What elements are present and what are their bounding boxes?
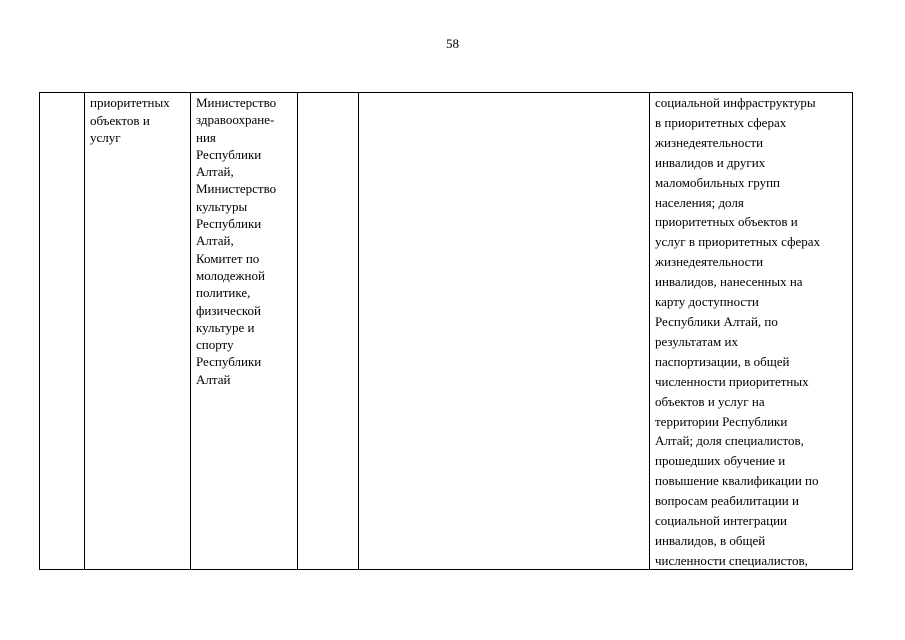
table-cell-col2: [84, 93, 191, 569]
document-table: [39, 92, 853, 570]
cell-text-col2: приоритетных объектов и услуг: [90, 95, 170, 145]
cell-text-col4: [298, 93, 358, 94]
cell-text-col6: социальной инфраструктуры в приоритетных сферах жизнедеятельности инвалидов и других маломобильных групп населения; доля приоритетных объектов и услуг в приоритетных сферах жизнедеятельности инвалидов, нанесенных на карту доступности Республики Алтай, по результатам их паспортизации, в общей численности приоритетных объектов и услуг на территории Республики Алтай; доля специалистов, прошедших обучение и повышение квалификации по вопросам реабилитации и социальной интеграции инвалидов, в общей численности специалистов,: [655, 95, 821, 568]
page-number: 58: [446, 36, 459, 51]
table-cell-col1: [40, 93, 84, 569]
table-cell-col4: [297, 93, 358, 569]
table-cell-col5: [358, 93, 649, 569]
cell-text-col5: [359, 93, 649, 94]
table-cell-col6: [649, 93, 853, 569]
cell-text-col3: Министерство здравоохране- ния Республики Алтай, Министерство культуры Республики Алтай, Комитет по молодежной политике, физической культуре и спорту Республики Алтай: [196, 95, 277, 387]
table-cell-col3: [190, 93, 297, 569]
cell-text-col1: [40, 93, 84, 94]
